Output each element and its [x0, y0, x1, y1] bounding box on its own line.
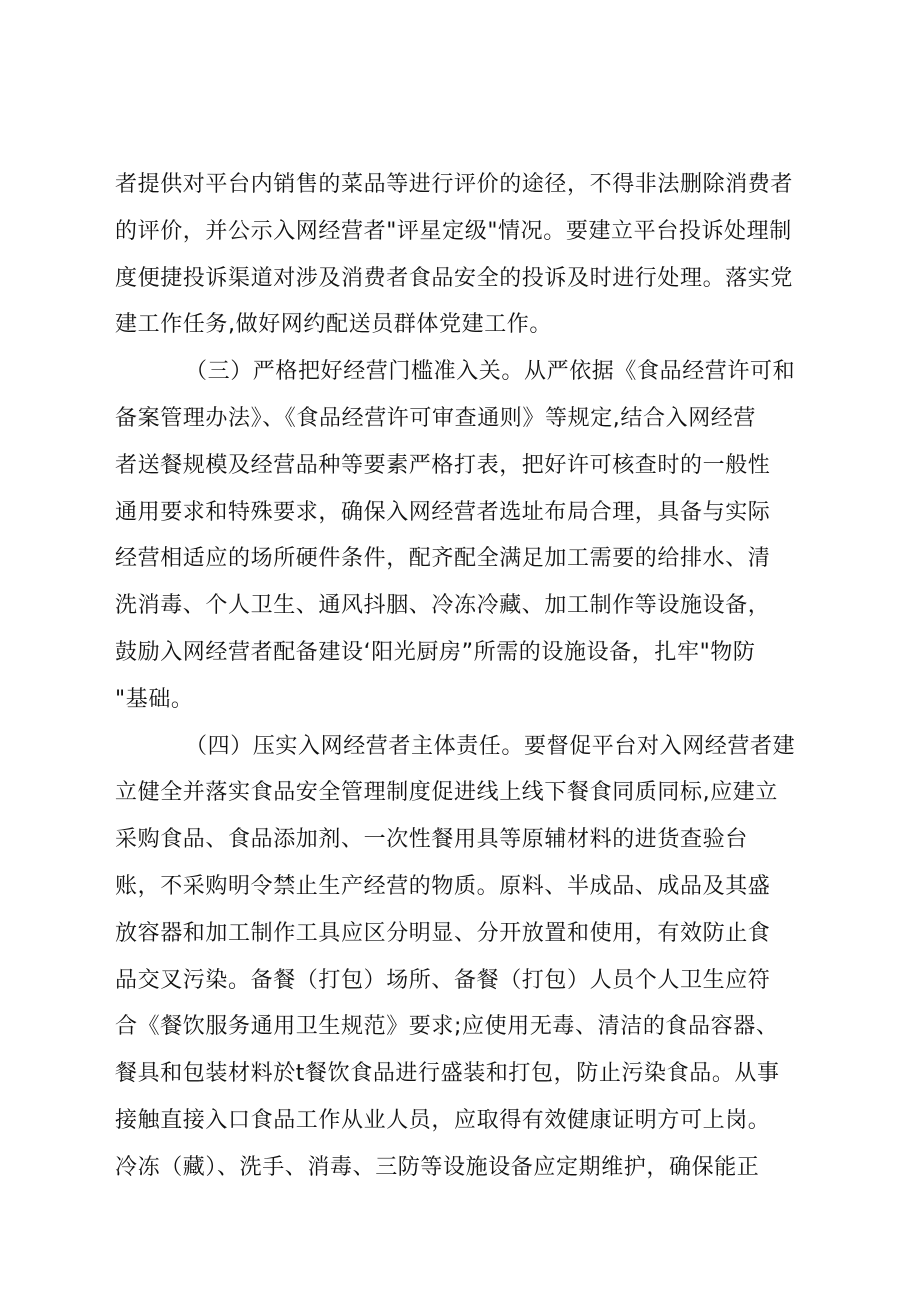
text-line: 账，不采购明令禁止生产经营的物质。原料、半成品、成品及其盛	[115, 873, 771, 899]
text-line: 备案管理办法》、《食品经营许可审查通则》等规定,结合入网经营	[115, 405, 756, 431]
text-line: 经营相适应的场所硬件条件，配齐配全满足加工需要的给排水、清	[115, 546, 771, 572]
text-line: 品交叉污染。备餐（打包）场所、备餐（打包）人员个人卫生应符	[115, 967, 771, 993]
paragraph-1	[115, 162, 815, 349]
text-line: 度便捷投诉渠道对涉及消费者食品安全的投诉及时进行处理。落实党	[115, 265, 794, 291]
text-line: 通用要求和特殊要求，确保入网经营者选址布局合理，具备与实际	[115, 499, 771, 525]
text-line: 立健全并落实食品安全管理制度促进线上线下餐食同质同标,应建立	[115, 780, 778, 806]
text-line: 冷冻（藏）、洗手、消毒、三防等设施设备应定期维护，确保能正	[115, 1154, 760, 1180]
text-line: 接触直接入口食品工作从业人员，应取得有效健康证明方可上岗。	[115, 1107, 771, 1133]
text-line: 洗消毒、个人卫生、通风抖胭、冷冻冷藏、加工制作等设施设备，	[115, 593, 771, 619]
document-body	[115, 162, 815, 1192]
text-line: 鼓励入网经营者配备建设‘阳光厨房”所需的设施设备，扎牢"物防	[115, 639, 756, 665]
text-line: 的评价，并公示入网经营者"评星定级"情况。要建立平台投诉处理制	[115, 218, 792, 244]
paragraph-section-3	[115, 349, 815, 723]
text-line: 放容器和加工制作工具应区分明显、分开放置和使用，有效防止食	[115, 920, 771, 946]
text-line: 合《餐饮服务通用卫生规范》要求;应使用无毒、清洁的食品容器、	[115, 1014, 779, 1040]
section-4-heading-line: （四）压实入网经营者主体责任。要督促平台对入网经营者建	[185, 733, 796, 759]
text-line: 者送餐规模及经营品种等要素严格打表，把好许可核查时的一般性	[115, 452, 771, 478]
text-line: 者提供对平台内销售的菜品等进行评价的途径，不得非法删除消费者	[115, 172, 794, 197]
text-line: 采购食品、食品添加剂、一次性餐用具等原辅材料的进货查验台	[115, 827, 748, 853]
section-3-heading-line: （三）严格把好经营门槛准入关。从严依据《食品经营许可和	[185, 359, 796, 385]
text-line: "基础。	[115, 686, 194, 712]
paragraph-section-4	[115, 724, 815, 1192]
text-line: 餐具和包装材料於t餐饮食品进行盛装和打包，防止污染食品。从事	[115, 1061, 780, 1087]
text-line: 建工作任务,做好网约配送员群体党建工作。	[115, 312, 552, 338]
